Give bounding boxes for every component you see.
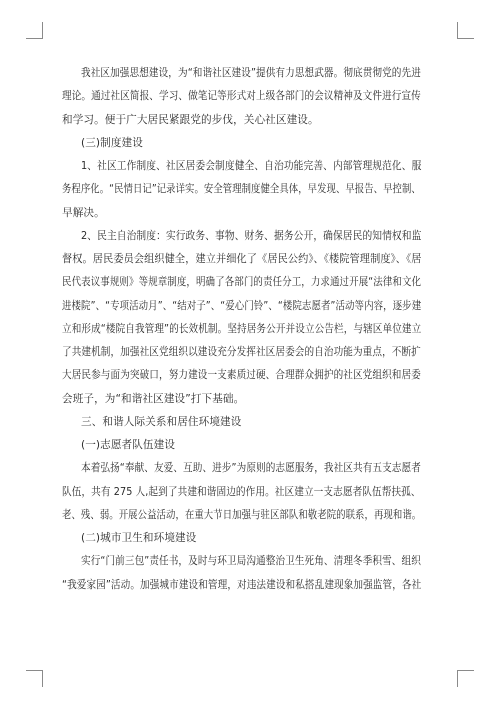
heading-text: 三、和谐人际关系和居住环境建设 xyxy=(81,415,242,428)
text-line: 早解决。 xyxy=(62,206,105,219)
text-line: 我社区加强思想建设，为“和谐社区建设”提供有力思想武器。彻底贯彻党的先进 xyxy=(81,67,421,79)
text-line: 和学习。便于广大居民紧跟党的步伐，关心社区建设。 xyxy=(62,113,319,126)
heading-text: (一)志愿者队伍建设 xyxy=(81,439,176,451)
text-line: 理论。通过社区简报、学习、做笔记等形式对上级各部门的会议精神及文件进行宣传 xyxy=(62,90,421,103)
crop-mark-bottom-left-v xyxy=(42,670,43,687)
text-line: 本着弘扬“奉献、友爱、互助、进步”为原则的志愿服务，我社区共有五支志愿者 xyxy=(81,462,421,475)
text-line: 立和形成“楼院自我管理”的长效机制。坚持居务公开并设立公告栏，与辖区单位建立 xyxy=(62,322,422,335)
text-line: 老、残、弱。开展公益活动，在重大节日加强与驻区部队和敬老院的联系，再现和谐。 xyxy=(62,508,422,521)
text-line: 民代表议事规则》等规章制度，明确了各部门的责任分工，力求通过开展“法律和文化 xyxy=(62,276,422,289)
text-line: 了共建机制，加强社区党组织以建设充分发挥社区居委会的自治功能为重点，不断扩 xyxy=(62,346,421,358)
text-line: 实行“门前三包”责任书，及时与环卫局沟通整治卫生死角、清理冬季积雪、组织 xyxy=(81,555,421,568)
crop-mark-top-right-v xyxy=(457,22,458,39)
crop-mark-top-left-h xyxy=(26,38,42,39)
crop-mark-bottom-right-h xyxy=(458,670,474,671)
crop-mark-bottom-left-h xyxy=(26,670,42,671)
crop-mark-top-right-h xyxy=(458,38,474,39)
text-line: 1、社区工作制度、社区居委会制度健全、自治功能完善、内部管理规范化、服 xyxy=(81,160,422,172)
text-line: 务程序化。“民情日记”记录详实。安全管理制度健全具体，早发现、早报告、早控制、 xyxy=(62,183,421,196)
crop-mark-bottom-right-v xyxy=(457,670,458,687)
text-line: “我爱家园”活动。加强城市建设和管理，对违法建设和私搭乱建现象加强监管，各社 xyxy=(62,578,422,591)
text-line: 2、民主自治制度：实行政务、事物、财务、据务公开，确保居民的知情权和监 xyxy=(81,229,422,242)
crop-mark-top-left-v xyxy=(42,22,43,39)
heading-text: (二)城市卫生和环境建设 xyxy=(81,532,197,544)
text-line: 大居民参与面为突破口，努力建设一支素质过硬、合理群众拥护的社区党组织和居委 xyxy=(62,369,421,382)
text-line: 会班子，为“和谐社区建设”打下基础。 xyxy=(62,392,245,405)
heading-text: (三)制度建设 xyxy=(81,136,143,149)
text-line: 队伍，共有 275 人,起到了共建和谐固边的作用。社区建立一支志愿者队伍帮扶孤、 xyxy=(62,485,421,498)
text-line: 进楼院”、“专项活动月”、“结对子”、“爱心门铃”、“楼院志愿者”活动等内容，逐步建 xyxy=(62,299,422,312)
text-line: 督权。居民委员会组织健全，建立并细化了《居民公约》、《楼院管理制度》、《居 xyxy=(62,253,422,265)
